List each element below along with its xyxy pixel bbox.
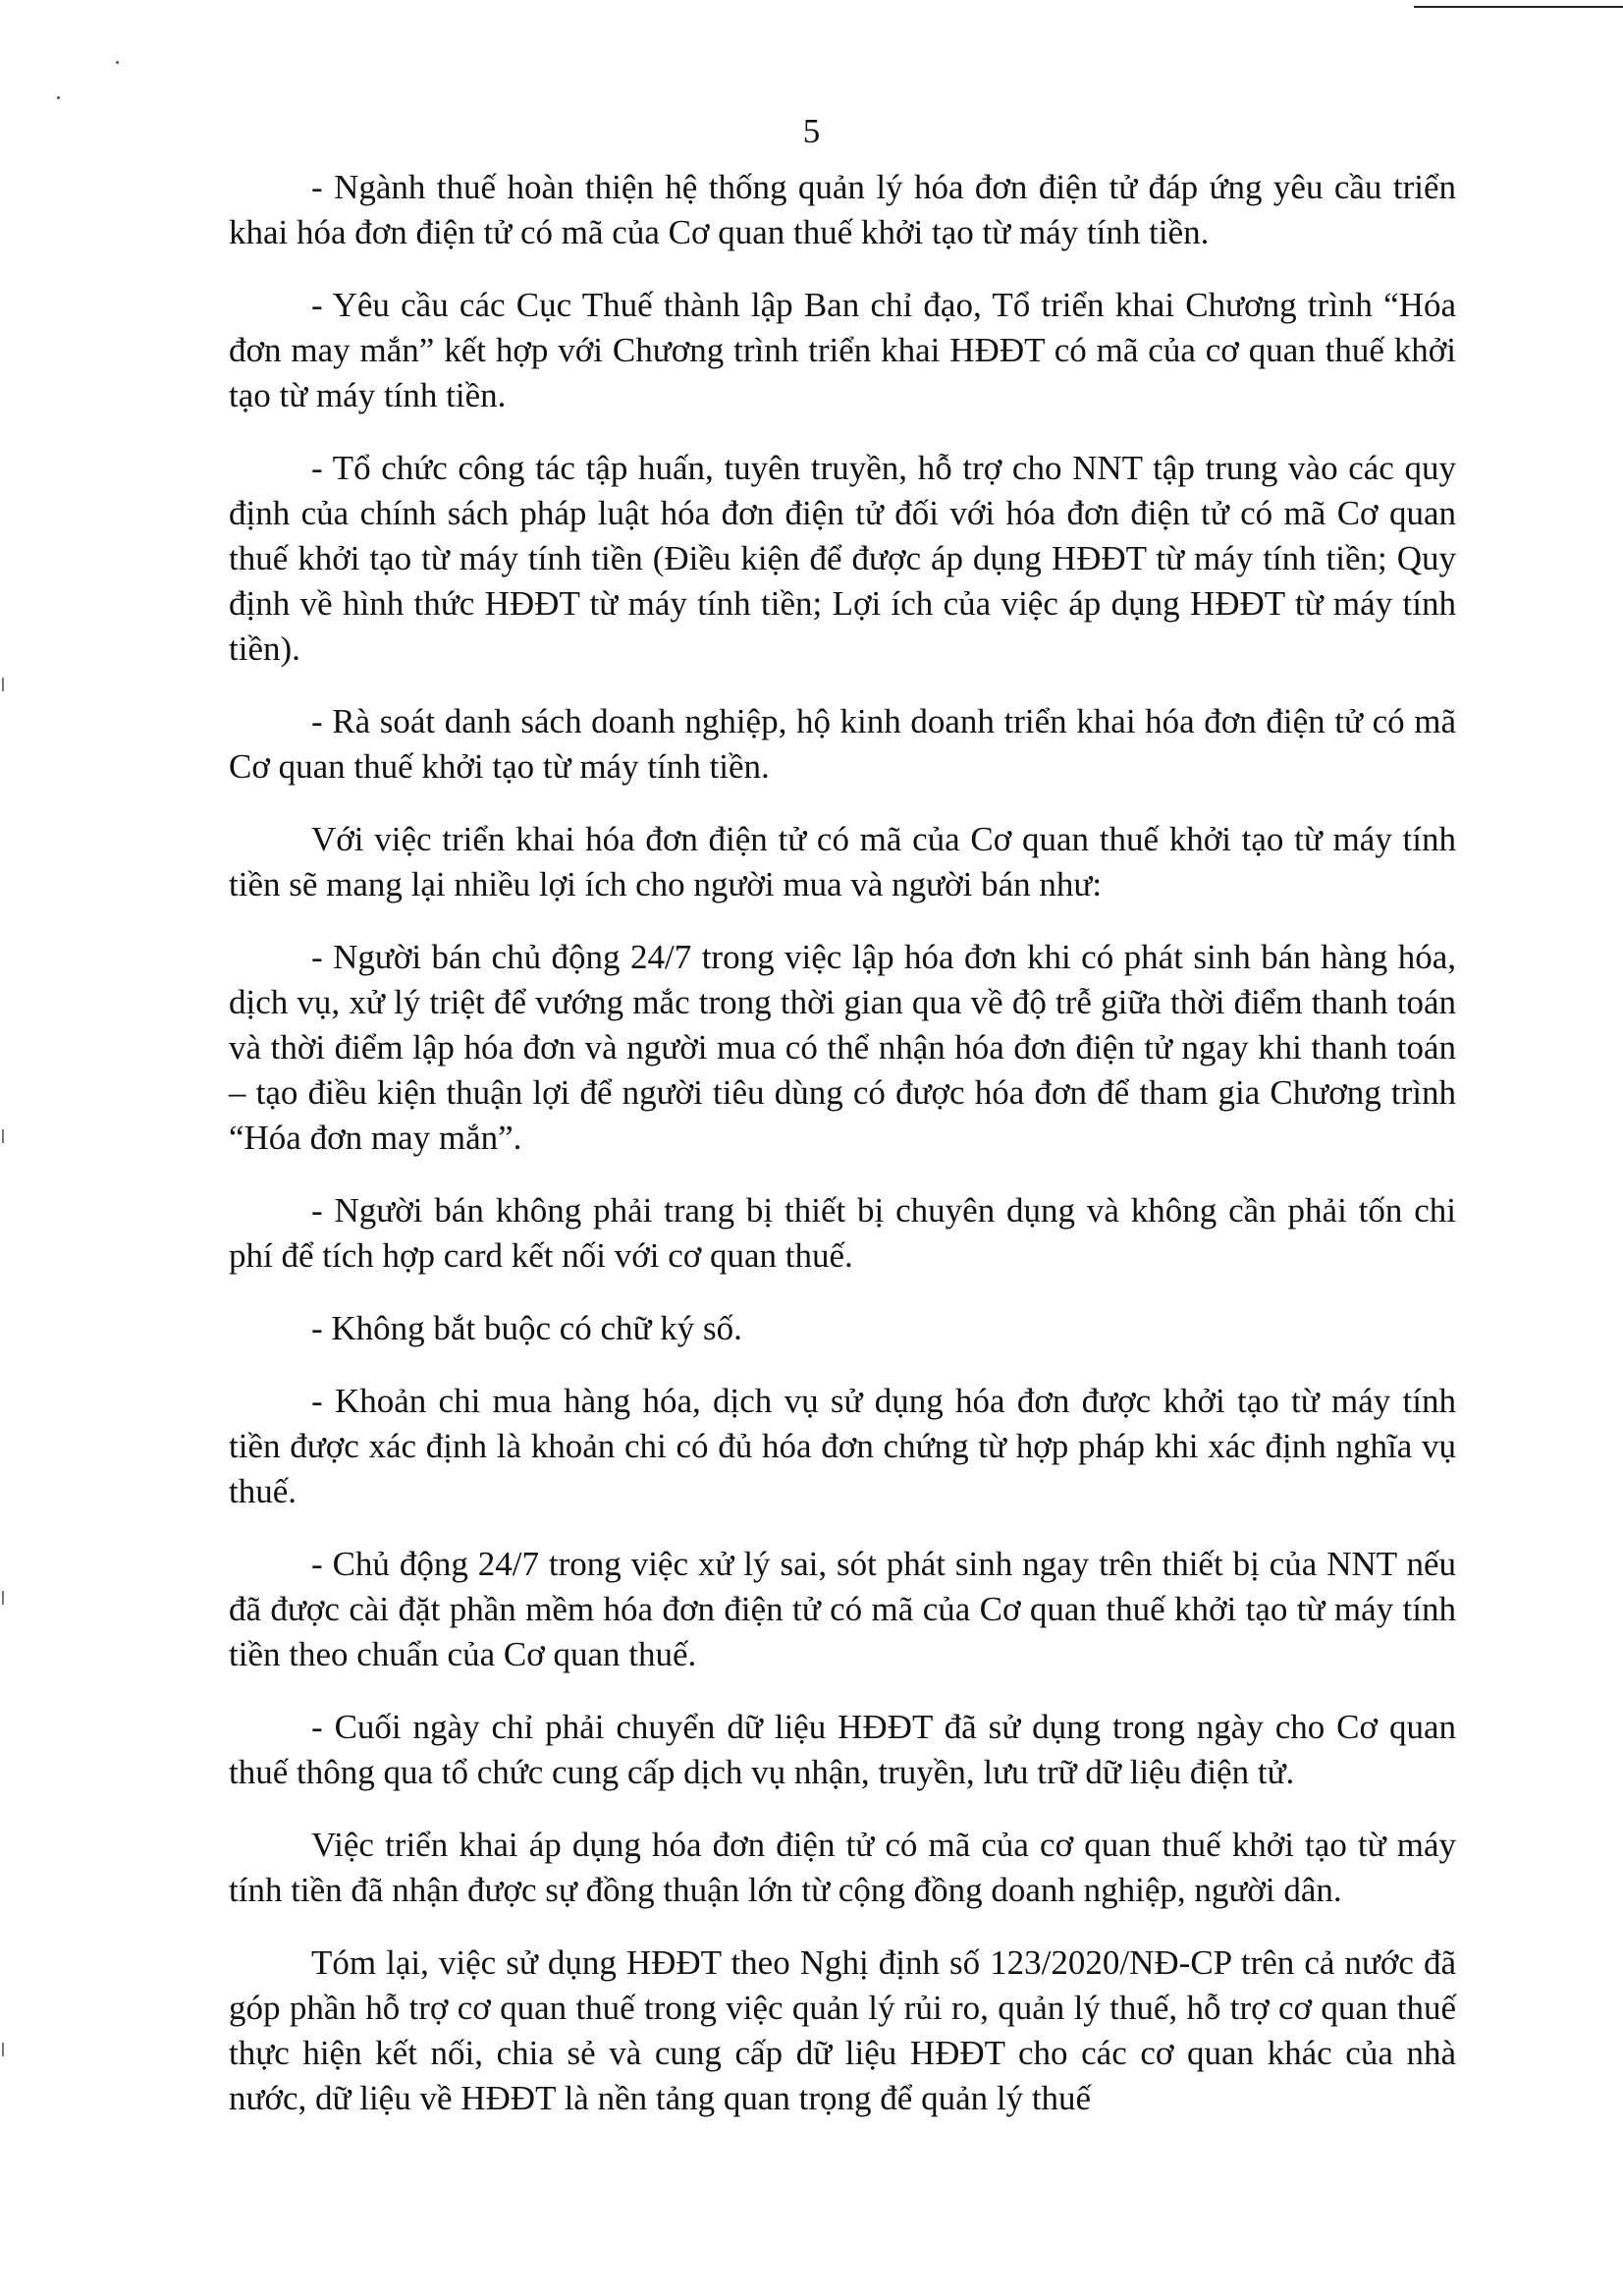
- paragraph: - Tổ chức công tác tập huấn, tuyên truyền, hỗ trợ cho NNT tập trung vào các quy định của chính sách pháp luật hóa đơn điện tử đối với hóa đơn điện tử có mã Cơ quan thuế khởi tạo từ máy tính tiền (Điều kiện để được áp dụng HĐĐT từ máy tính tiền; Quy định về hình thức HĐĐT từ máy tính tiền; Lợi ích của việc áp dụng HĐĐT từ máy tính tiền).: [229, 449, 1456, 668]
- margin-mark: [2, 1591, 4, 1605]
- paragraph: - Người bán không phải trang bị thiết bị chuyên dụng và không cần phải tốn chi phí để tích hợp card kết nối với cơ quan thuế.: [229, 1191, 1456, 1275]
- page-number: 5: [802, 112, 821, 150]
- paragraph: - Rà soát danh sách doanh nghiệp, hộ kinh doanh triển khai hóa đơn điện tử có mã Cơ quan thuế khởi tạo từ máy tính tiền.: [229, 702, 1456, 786]
- margin-mark: [2, 1129, 4, 1143]
- paragraph: - Cuối ngày chỉ phải chuyển dữ liệu HĐĐT đã sử dụng trong ngày cho Cơ quan thuế thông qua tổ chức cung cấp dịch vụ nhận, truyền, lưu trữ dữ liệu điện tử.: [229, 1708, 1456, 1791]
- scan-speck: [116, 61, 119, 64]
- paragraph: Việc triển khai áp dụng hóa đơn điện tử có mã của cơ quan thuế khởi tạo từ máy tính tiền đã nhận được sự đồng thuận lớn từ cộng đồng doanh nghiệp, người dân.: [229, 1826, 1456, 1909]
- paragraph: - Ngành thuế hoàn thiện hệ thống quản lý hóa đơn điện tử đáp ứng yêu cầu triển khai hóa đơn điện tử có mã của Cơ quan thuế khởi tạo từ máy tính tiền.: [229, 168, 1456, 251]
- top-edge-rule: [1414, 6, 1623, 8]
- document-body: [229, 165, 1456, 2149]
- paragraph: - Khoản chi mua hàng hóa, dịch vụ sử dụng hóa đơn được khởi tạo từ máy tính tiền được xác định là khoản chi có đủ hóa đơn chứng từ hợp pháp khi xác định nghĩa vụ thuế.: [229, 1382, 1456, 1510]
- paragraph: - Chủ động 24/7 trong việc xử lý sai, sót phát sinh ngay trên thiết bị của NNT nếu đã được cài đặt phần mềm hóa đơn điện tử có mã của Cơ quan thuế khởi tạo từ máy tính tiền theo chuẩn của Cơ quan thuế.: [229, 1545, 1456, 1673]
- margin-mark: [2, 2043, 4, 2056]
- paragraph: - Người bán chủ động 24/7 trong việc lập hóa đơn khi có phát sinh bán hàng hóa, dịch vụ, xử lý triệt để vướng mắc trong thời gian qua về độ trễ giữa thời điểm thanh toán và thời điểm lập hóa đơn và người mua có thể nhận hóa đơn điện tử ngay khi thanh toán – tạo điều kiện thuận lợi để người tiêu dùng có được hóa đơn để tham gia Chương trình “Hóa đơn may mắn”.: [229, 938, 1456, 1157]
- margin-mark: [2, 678, 4, 691]
- paragraph: - Yêu cầu các Cục Thuế thành lập Ban chỉ đạo, Tổ triển khai Chương trình “Hóa đơn may mắn” kết hợp với Chương trình triển khai HĐĐT có mã của cơ quan thuế khởi tạo từ máy tính tiền.: [229, 286, 1456, 414]
- scan-speck: [57, 96, 60, 99]
- paragraph: Với việc triển khai hóa đơn điện tử có mã của Cơ quan thuế khởi tạo từ máy tính tiền sẽ mang lại nhiều lợi ích cho người mua và người bán như:: [229, 820, 1456, 903]
- paragraph: - Không bắt buộc có chữ ký số.: [311, 1309, 742, 1347]
- paragraph: Tóm lại, việc sử dụng HĐĐT theo Nghị định số 123/2020/NĐ-CP trên cả nước đã góp phần hỗ trợ cơ quan thuế trong việc quản lý rủi ro, quản lý thuế, hỗ trợ cơ quan thuế thực hiện kết nối, chia sẻ và cung cấp dữ liệu HĐĐT cho các cơ quan khác của nhà nước, dữ liệu về HĐĐT là nền tảng quan trọng để quản lý thuế: [229, 1943, 1456, 2117]
